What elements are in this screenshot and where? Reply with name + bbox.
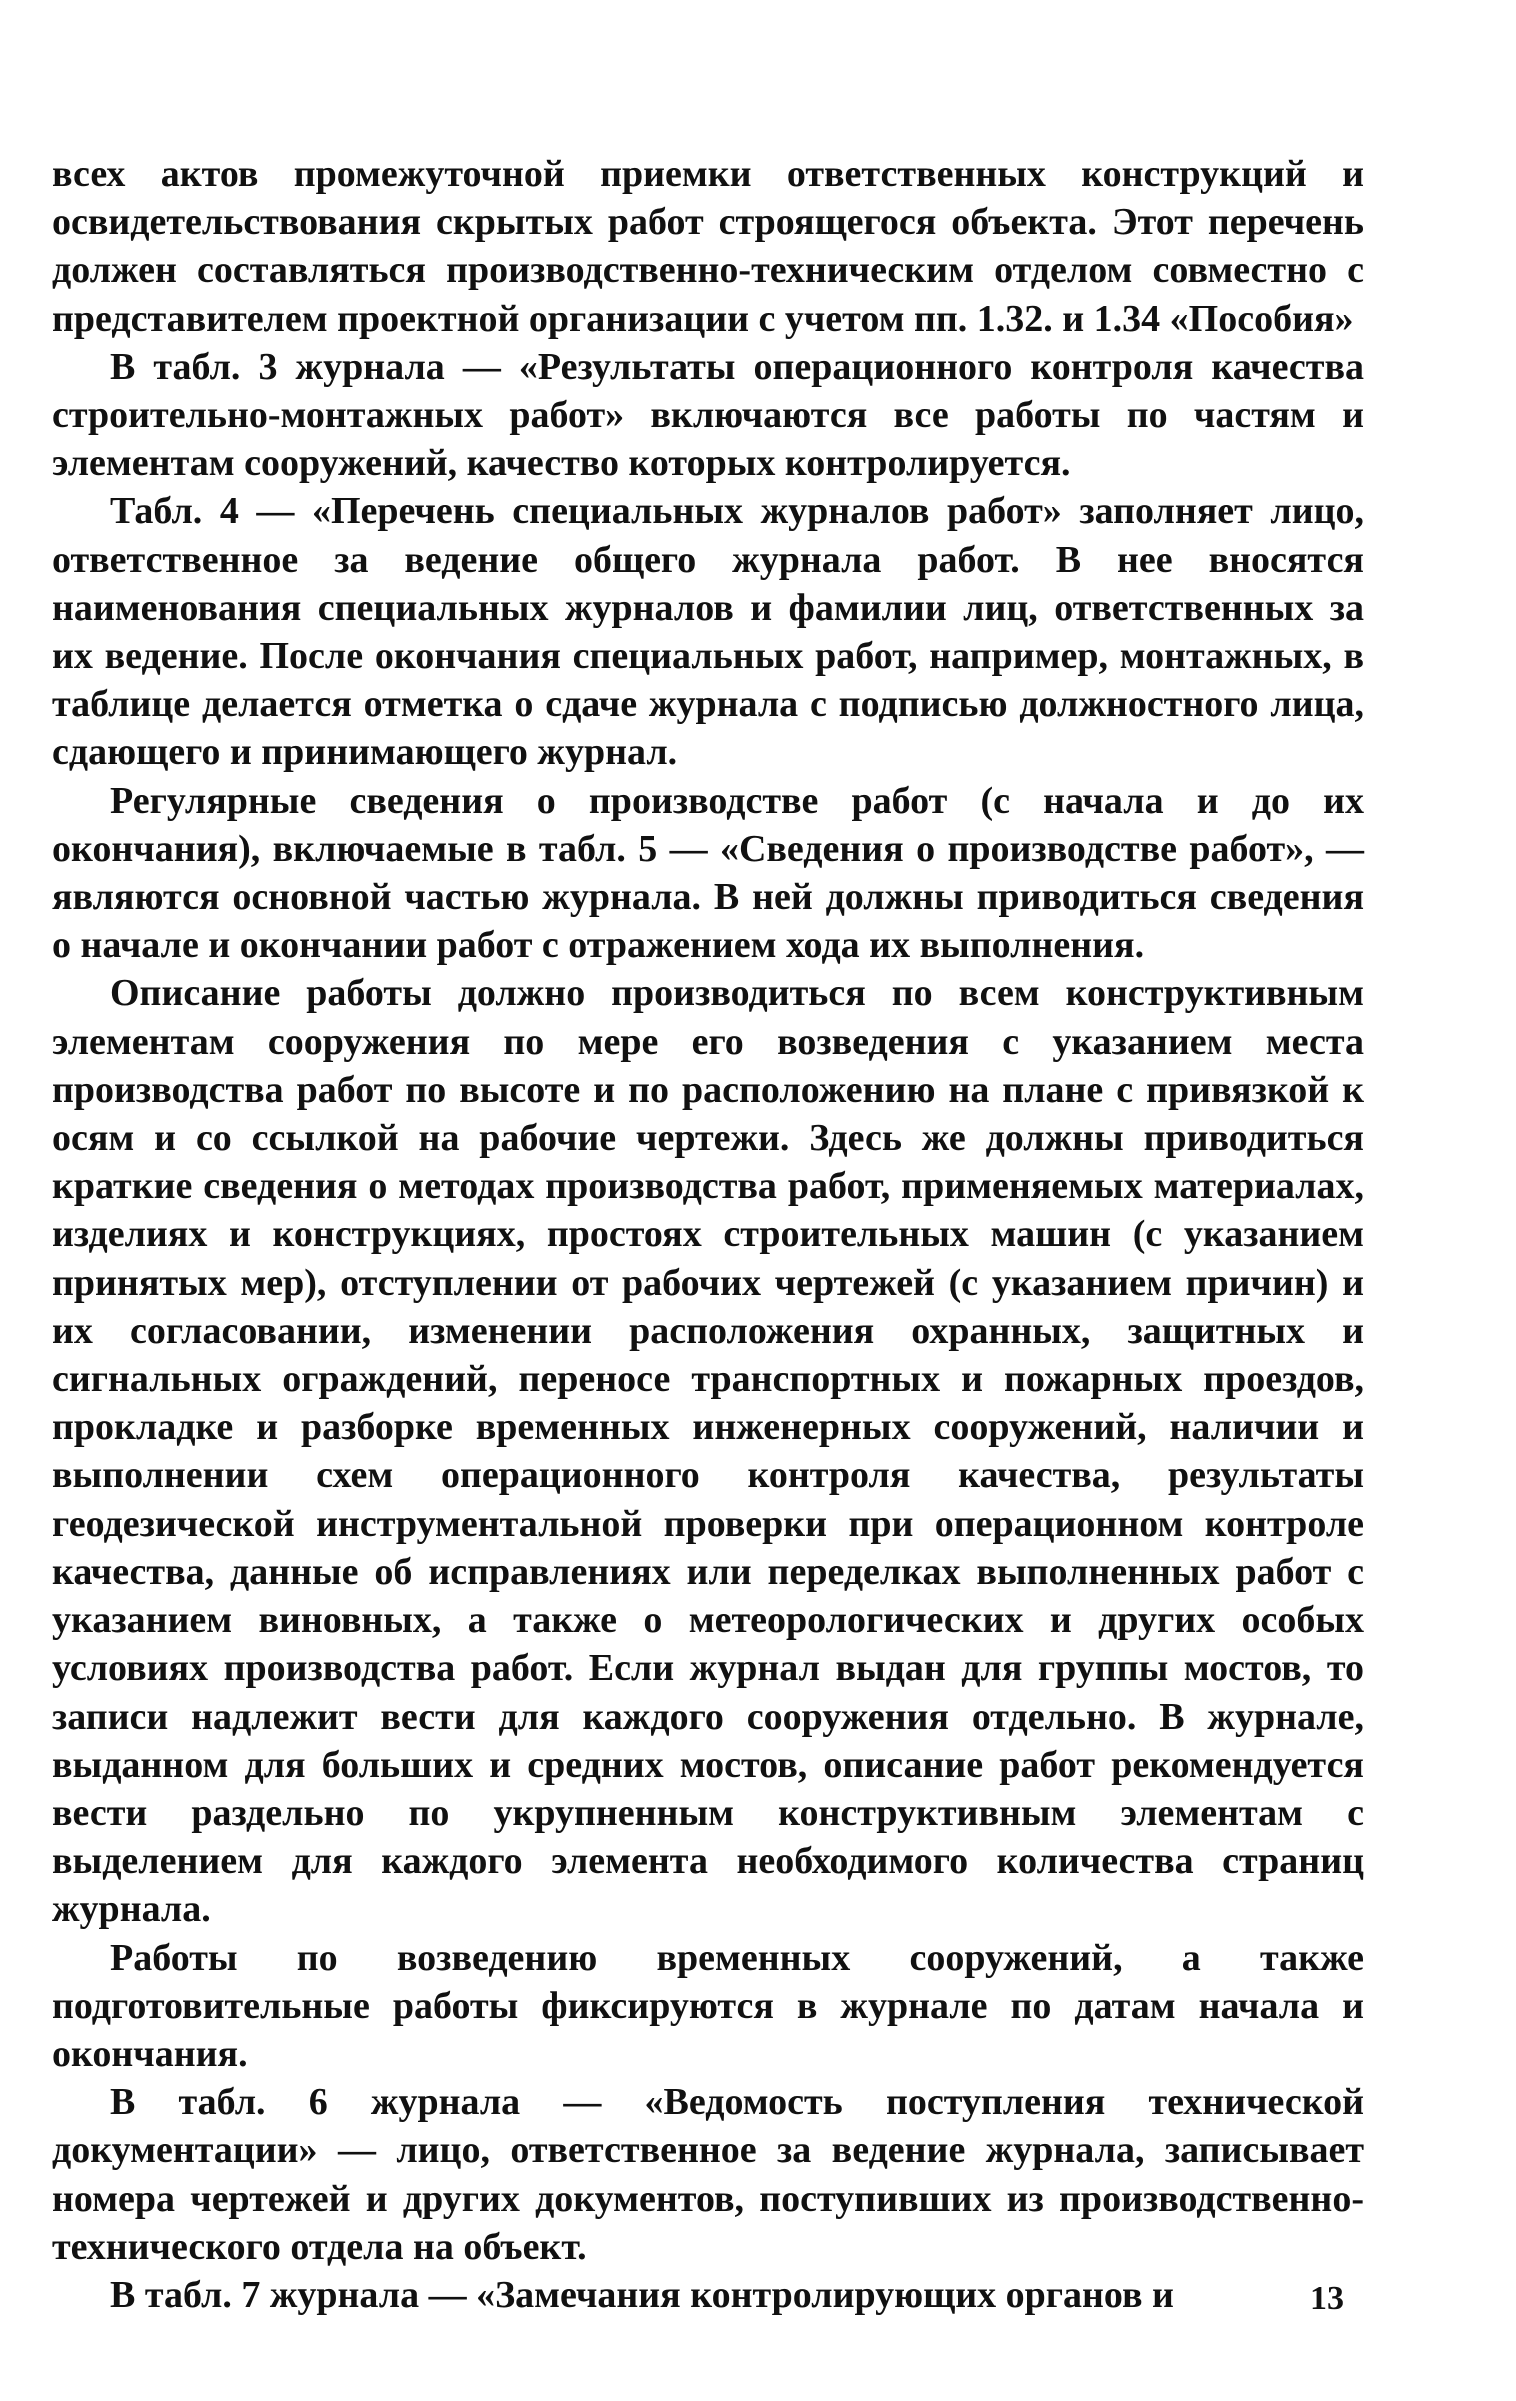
- paragraph-table-3: В табл. 3 журнала — «Результаты операционного контроля качества строительно-монтажных работ» включаются все работы по частям и элементам сооружений, качество которых контролируется.: [52, 345, 1364, 485]
- page-number: 13: [1310, 2280, 1344, 2317]
- paragraph-temporary-structures: Работы по возведению временных сооружений, а также подготовительные работы фиксируются в журнале по датам начала и окончания.: [52, 1936, 1364, 2075]
- paragraph-work-description: Описание работы должно производиться по всем конструктивным элементам сооружения по мере его возведения с указанием места производства работ по высоте и по расположению на плане с привязкой к осям и со ссылкой на рабочие чертежи. Здесь же должны приводиться краткие сведения о методах производства работ, применяемых материалах, изделиях и конструкциях, простоях строительных машин (с указанием принятых мер), отступлении от рабочих чертежей (с указанием причин) и их согласовании, изменении расположения охранных, защитных и сигнальных ограждений, переносе транспортных и пожарных проездов, прокладке и разборке временных инженерных сооружений, наличии и выполнении схем операционного контроля качества, результаты геодезической инструментальной проверки при операционном контроле качества, данные об исправлениях или переделках выполненных работ с указанием виновных, а также о метеорологических и других особых условиях производства работ. Если журнал выдан для группы мостов, то записи надлежит вести для каждого сооружения отдельно. В журнале, выданном для больших и средних мостов, описание работ рекомендуется вести раздельно по укрупненным конструктивным элементам с выделением для каждого элемента необходимого количества страниц журнала.: [52, 972, 1364, 1931]
- paragraph-continuation: всех актов промежуточной приемки ответственных конструкций и освидетельствования скрытых работ строящегося объекта. Этот перечень должен составляться производственно-техническим отделом совместно с представителем проектной организации с учетом пп. 1.32. и 1.34 «Пособия»: [52, 153, 1364, 340]
- paragraph-table-5: Регулярные сведения о производстве работ (с начала и до их окончания), включаемые в табл. 5 — «Сведения о производстве работ», — являются основной частью журнала. В ней должны приводиться сведения о начале и окончании работ с отражением хода их выполнения.: [52, 779, 1364, 967]
- paragraph-table-4: Табл. 4 — «Перечень специальных журналов работ» заполняет лицо, ответственное за ведение общего журнала работ. В нее вносятся наименования специальных журналов и фамилии лиц, ответственных за их ведение. После окончания специальных работ, например, монтажных, в таблице делается отметка о сдаче журнала с подписью должностного лица, сдающего и принимающего журнал.: [52, 490, 1364, 774]
- paragraph-table-7: В табл. 7 журнала — «Замечания контролирующих органов и: [110, 2273, 1174, 2316]
- paragraph-table-6: В табл. 6 журнала — «Ведомость поступления технической документации» — лицо, ответственное за ведение журнала, записывает номера чертежей и других документов, поступивших из производственно-технического отдела на объект.: [52, 2081, 1364, 2268]
- document-body: [52, 150, 1364, 2319]
